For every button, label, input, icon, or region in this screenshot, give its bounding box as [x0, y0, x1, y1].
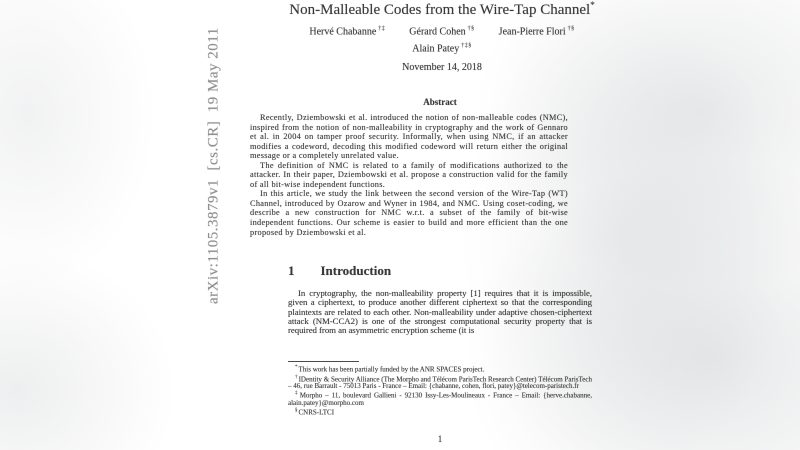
abstract-body: [250, 113, 568, 237]
footnote-text: Morpho – 11, boulevard Gallieni - 92130 Issy-Les-Moulineaux - France – Email: {herve.chabanne, alain.patey}@morpho.com: [288, 391, 592, 407]
abstract-paragraph: The definition of NMC is related to a family of modifications authorized to the attacker. In their paper, Dziembowski et al. propose a construction valid for the family of all bit-wise independent functions.: [250, 160, 568, 189]
author-name: Alain Patey: [412, 43, 460, 55]
author-chabanne: [309, 26, 385, 37]
footnotes: [288, 364, 592, 417]
footnote-mark: †: [295, 374, 298, 380]
body-paragraph: In cryptography, the non-malleability property [1] requires that it is impossible, given a ciphertext, to produce another different ciphertext so that the corresponding plaintexts are related to each other. Non-malleability under adaptive chosen-ciphertext attack (NM-CCA2) is one of the strongest computational security property that is required from an asymmetric encryption scheme (it is: [288, 288, 592, 336]
introduction-paragraph: [288, 289, 592, 336]
author-row-2: [250, 43, 634, 54]
author-patey: [412, 43, 471, 54]
footnote-mark: *: [295, 365, 298, 370]
abstract-paragraph: Recently, Dziembowski et al. introduced the notion of non-malleable codes (NMC), inspired from the notion of non-malleability in cryptography and the work of Gennaro et al. in 2004 on tamper proof security. Informally, when using NMC, if an attacker modifies a codeword, decoding this modified codeword will return either the original message or a completely unrelated value.: [250, 113, 568, 161]
section-heading-introduction: [288, 263, 391, 279]
page-number: 1: [437, 434, 443, 444]
author-row-1: [250, 26, 634, 37]
paper-title: [250, 0, 634, 19]
footnote-cnrs: [288, 407, 592, 417]
footnote-mark: ‡: [295, 391, 299, 397]
author-footnote-marks: †§: [467, 26, 475, 32]
author-footnote-marks: †§: [567, 26, 575, 32]
footnote-rule: [288, 361, 359, 362]
footnote-text: This work has been partially funded by the ANR SPACES project.: [298, 365, 485, 374]
abstract-paragraph: In this article, we study the link between the second version of the Wire-Tap (WT) Channel, introduced by Ozarow and Wyner in 1984, and NMC. Using coset-coding, we describe a new construction for NMC w.r.t. a subset of the family of bit-wise independent functions. Our scheme is easier to build and more efficient than the one proposed by Dziembowski et al.: [250, 189, 568, 237]
footnote-identity-alliance: [288, 374, 592, 391]
footnote-morpho: [288, 390, 592, 407]
author-flori: [499, 26, 575, 37]
abstract-heading: Abstract: [423, 97, 457, 107]
author-footnote-marks: †‡: [378, 26, 386, 32]
author-name: Jean-Pierre Flori: [498, 26, 566, 38]
author-footnote-marks: †‡§: [461, 43, 472, 49]
footnote-text: IDentity & Security Alliance (The Morpho and Télécom ParisTech Research Center) Télécom ParisTech – 46, rue Barrault - 75013 Paris - France – Email: {chabanne, cohen, flori, patey}@telecom-paristech.fr: [288, 374, 593, 391]
author-name: Gérard Cohen: [409, 26, 466, 38]
footnote-mark: §: [295, 408, 298, 414]
section-number: 1: [288, 263, 295, 278]
paper-title-text: Non-Malleable Codes from the Wire-Tap Channel: [289, 2, 591, 18]
paper-date: November 14, 2018: [402, 62, 482, 73]
section-title: Introduction: [320, 263, 392, 278]
author-name: Hervé Chabanne: [309, 26, 377, 38]
title-footnote-mark: *: [590, 0, 595, 10]
author-cohen: [409, 26, 474, 37]
arxiv-stamp: arXiv:1105.3879v1 [cs.CR] 19 May 2011: [205, 27, 222, 305]
footnote-funding: [288, 364, 592, 374]
footnote-text: CNRS-LTCI: [298, 408, 335, 417]
